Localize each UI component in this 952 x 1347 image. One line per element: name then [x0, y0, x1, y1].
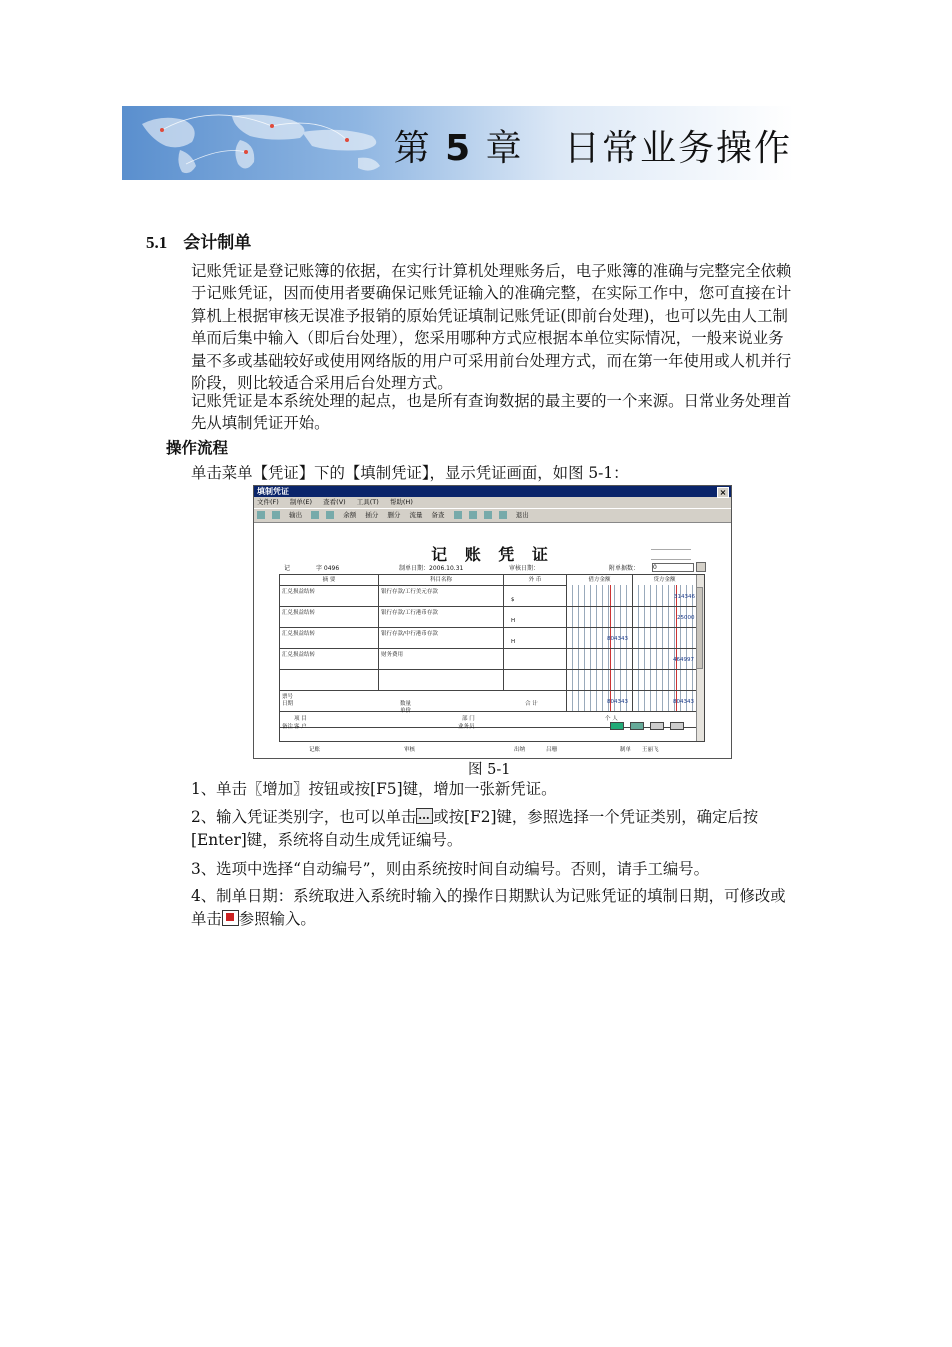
footer-preparer-label: 制单 [620, 747, 632, 753]
chapter-banner [122, 106, 794, 180]
col-debit: 借方金额 [567, 575, 633, 586]
voucher-date[interactable]: 制单日期：2006.10.31 [399, 565, 464, 572]
voucher-title-rule-2 [651, 559, 691, 560]
row3-debit[interactable]: 804343 [607, 636, 628, 642]
bill-date-label: 日期 [282, 701, 294, 707]
row2-summary[interactable]: 汇兑损益结转 [282, 610, 316, 616]
footer-preparer: 王丽飞 [642, 747, 659, 753]
col-summary: 摘 要 [280, 575, 379, 586]
voucher-title: 记 账 凭 证 [431, 545, 554, 564]
menu-view[interactable]: 查看(V) [323, 498, 346, 506]
figure-caption: 图 5-1 [468, 762, 511, 778]
window-title-bar: 填制凭证 × [254, 486, 731, 497]
total-debit: 804343 [607, 699, 628, 705]
prev-icon[interactable] [469, 511, 477, 519]
row-line [280, 606, 697, 607]
col-credit: 贷方金额 [633, 575, 697, 586]
row2-credit[interactable]: 25000 [677, 615, 695, 621]
toolbar-insert[interactable]: 插分 [365, 511, 379, 519]
voucher-grid [279, 574, 705, 742]
col-currency: 外 币 [504, 575, 567, 586]
preview-icon[interactable] [272, 511, 280, 519]
row3-currency[interactable]: H [511, 639, 516, 645]
row-line [280, 648, 697, 649]
total-credit: 804343 [673, 699, 694, 705]
intro-text: 单击菜单【凭证】下的【填制凭证】，显示凭证画面，如图 5-1： [191, 464, 629, 482]
row2-currency[interactable]: H [511, 618, 516, 624]
first-icon[interactable] [454, 511, 462, 519]
person-label: 个 人 [605, 716, 618, 722]
row3-summary[interactable]: 汇兑损益结转 [282, 631, 316, 637]
toolbar-flow[interactable]: 流量 [409, 511, 423, 519]
close-icon[interactable]: × [717, 487, 729, 498]
browse-icon[interactable] [416, 808, 433, 824]
row-line [280, 711, 697, 712]
voucher-number[interactable]: 字 0496 [316, 565, 340, 572]
step-2: 2、输入凭证类别字，也可以单击... 或按[F2]键，参照选择一个凭证类别，确定后按[Enter]键，系统将自动生成凭证编号。 [191, 806, 795, 852]
voucher-type[interactable]: 记 [284, 565, 291, 572]
row1-currency[interactable]: $ [511, 597, 515, 603]
memo-icon-3[interactable] [650, 722, 664, 730]
toolbar-memo[interactable]: 备查 [431, 511, 445, 519]
voucher-window-screenshot [253, 485, 732, 759]
attachment-count-field[interactable]: 0 [652, 563, 694, 572]
col-account: 科目名称 [379, 575, 504, 586]
subheading-procedure: 操作流程 [166, 439, 229, 457]
menu-file[interactable]: 文件(F) [257, 498, 279, 506]
row-line [280, 627, 697, 628]
menu-edit[interactable]: 制单(E) [289, 498, 313, 506]
chapter-title: 第 5 章 日常业务操作 [393, 128, 792, 169]
section-heading: 5.1 会计制单 [146, 233, 252, 253]
save-icon[interactable] [326, 511, 334, 519]
audit-date: 审核日期： [509, 565, 540, 572]
world-map-graphic [122, 106, 422, 180]
memo-icon-1[interactable] [610, 722, 624, 730]
footer-audit: 审核 [404, 747, 416, 753]
browse-icon[interactable] [696, 562, 706, 572]
step-4: 4、制单日期：系统取进入系统时输入的操作日期默认为记账凭证的填制日期，可修改或单击 参照输入。 [191, 887, 786, 928]
row4-summary[interactable]: 汇兑损益结转 [282, 652, 316, 658]
row4-credit[interactable]: 464997 [673, 657, 694, 663]
calendar-icon[interactable] [222, 910, 239, 926]
menu-bar [254, 497, 731, 508]
bill-no-label: 票号 [282, 694, 294, 700]
toolbar-exit[interactable]: 退出 [515, 511, 529, 519]
dept-label: 部 门 [462, 716, 475, 722]
menu-help[interactable]: 帮助(H) [389, 498, 413, 506]
row4-account[interactable]: 财务费用 [381, 652, 404, 658]
toolbar-delete[interactable]: 删分 [387, 511, 401, 519]
row1-summary[interactable]: 汇兑损益结转 [282, 589, 316, 595]
paragraph-2: 记账凭证是本系统处理的起点，也是所有查询数据的最主要的一个来源。日常业务处理首先从填制凭证开始。 [191, 392, 792, 433]
row2-account[interactable]: 银行存款/工行港币存款 [381, 610, 438, 616]
row3-account[interactable]: 银行存款/中行港币存款 [381, 631, 438, 637]
last-icon[interactable] [499, 511, 507, 519]
row1-account[interactable]: 银行存款/工行美元存款 [381, 589, 438, 595]
attachment-count-label: 附单据数： [609, 565, 640, 572]
memo-label: 备注 [282, 724, 294, 730]
price-label: 单价 [400, 708, 412, 714]
account-column [379, 585, 504, 690]
paragraph-1: 记账凭证是登记账簿的依据，在实行计算机处理账务后，电子账簿的准确与完整完全依赖于记账凭证，因而使用者要确保记账凭证输入的准确完整，在实际工作中，您可直接在计算机上根据审核无误准予报销的原始凭证填制记账凭证(即前台处理)，也可以先由人工制单而后集中输入（即后台处理），您采用哪种方式应根据本单位实际情况，一般来说业务量不多或基础较好或使用网络版的用户可采用前台处理方式，而在第一年使用或人机并行阶段，则比较适合采用后台处理方式。 [191, 262, 792, 393]
scrollbar[interactable] [696, 575, 704, 741]
quantity-label: 数量 [400, 701, 412, 707]
menu-tools[interactable]: 工具(T) [356, 498, 379, 506]
footer-post: 记账 [309, 747, 321, 753]
row1-credit[interactable]: 314346 [674, 594, 695, 600]
step-3: 3、选项中选择“自动编号”，则由系统按时间自动编号。否则，请手工编号。 [191, 860, 710, 878]
project-label: 项 目 [294, 716, 307, 722]
step-1: 1、单击〖增加〗按钮或按[F5]键，增加一张新凭证。 [191, 780, 557, 798]
footer-extra: 吕珊 [546, 747, 558, 753]
memo-icon-2[interactable] [630, 722, 644, 730]
memo-icon-4[interactable] [670, 722, 684, 730]
toolbar-balance[interactable]: 余额 [343, 511, 357, 519]
customer-label: 客 户 [294, 724, 307, 730]
next-icon[interactable] [484, 511, 492, 519]
salesman-label: 业务员 [458, 724, 475, 730]
print-icon[interactable] [257, 511, 265, 519]
toolbar-output[interactable]: 输出 [289, 511, 303, 519]
summary-column [280, 585, 379, 690]
add-icon[interactable] [311, 511, 319, 519]
row-line [280, 669, 697, 670]
footer-cashier: 出纳 [514, 747, 526, 753]
toolbar [254, 508, 731, 523]
total-label: 合 计 [525, 701, 538, 707]
scrollbar-thumb[interactable] [696, 587, 703, 669]
row-line [280, 690, 697, 691]
voucher-title-rule [651, 549, 691, 550]
